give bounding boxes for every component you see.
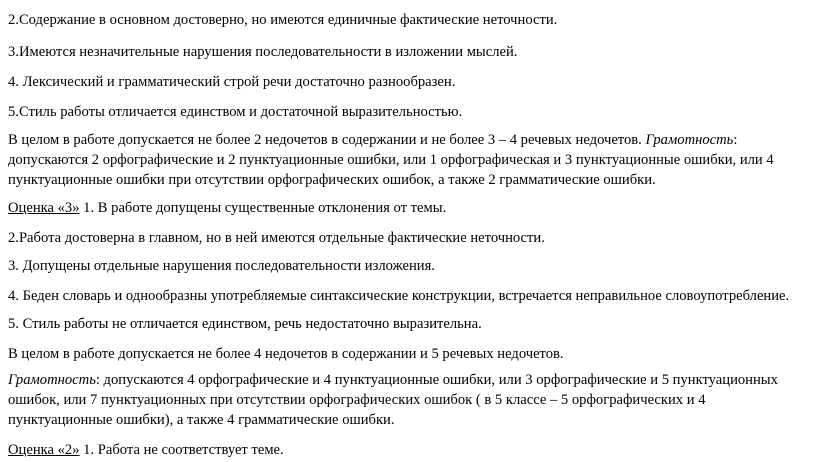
literacy-text-2: : допускаются 4 орфографические и 4 пунктуационные ошибки, или 3 орфографические и 5 пунктуационных ошибок, или 7 пунктуационных при отсутствии орфографических ошибок ( в 5 классе – 5 орфографических и 4 пунктуационные ошибки), а также 4 грамматические ошибки. xyxy=(8,372,778,428)
paragraph-grade2-heading xyxy=(8,440,810,460)
grade-2-text: 1. Работа не соответствует теме. xyxy=(79,442,284,458)
paragraph-style-unity: 5. Стиль работы не отличается единством, речь недостаточно выразительна. xyxy=(8,316,482,332)
paragraph-style: 5.Стиль работы отличается единством и достаточной выразительностью. xyxy=(8,104,463,120)
grade-3-text: 1. В работе допущены существенные отклонения от темы. xyxy=(79,200,447,216)
paragraph-summary-grade4 xyxy=(8,130,810,190)
paragraph-main-accuracy: 2.Работа достоверна в главном, но в ней имеются отдельные фактические неточности. xyxy=(8,230,545,246)
literacy-label-2: Грамотность xyxy=(8,372,96,388)
paragraph-sequence: 3.Имеются незначительные нарушения последовательности в изложении мыслей. xyxy=(8,44,518,60)
paragraph-content-accuracy: 2.Содержание в основном достоверно, но имеются единичные фактические неточности. xyxy=(8,12,558,28)
paragraph-grade3-heading xyxy=(8,198,810,218)
grade-3-label: Оценка «3» xyxy=(8,200,80,216)
grade-2-label: Оценка «2» xyxy=(8,442,80,458)
literacy-text: : допускаются 2 орфографические и 2 пунктуационные ошибки, или 1 орфографическая и 3 пунктуационные ошибки, или 4 пунктуационные ошибки при отсутствии орфографических ошибок, а также 2 грамматические ошибки. xyxy=(8,132,774,188)
paragraph-summary-grade3: В целом в работе допускается не более 4 недочетов в содержании и 5 речевых недочетов. xyxy=(8,346,564,362)
summary-text: В целом в работе допускается не более 2 недочетов в содержании и не более 3 – 4 речевых недочетов. xyxy=(8,132,646,148)
paragraph-lexical: 4. Лексический и грамматический строй речи достаточно разнообразен. xyxy=(8,74,456,90)
paragraph-literacy-grade3 xyxy=(8,370,810,430)
literacy-label: Грамотность xyxy=(645,132,734,148)
paragraph-poor-vocabulary: 4. Беден словарь и однообразны употребляемые синтаксические конструкции, встречается неправильное словоупотребление. xyxy=(8,288,790,304)
paragraph-sequence-violations: 3. Допущены отдельные нарушения последовательности изложения. xyxy=(8,258,435,274)
